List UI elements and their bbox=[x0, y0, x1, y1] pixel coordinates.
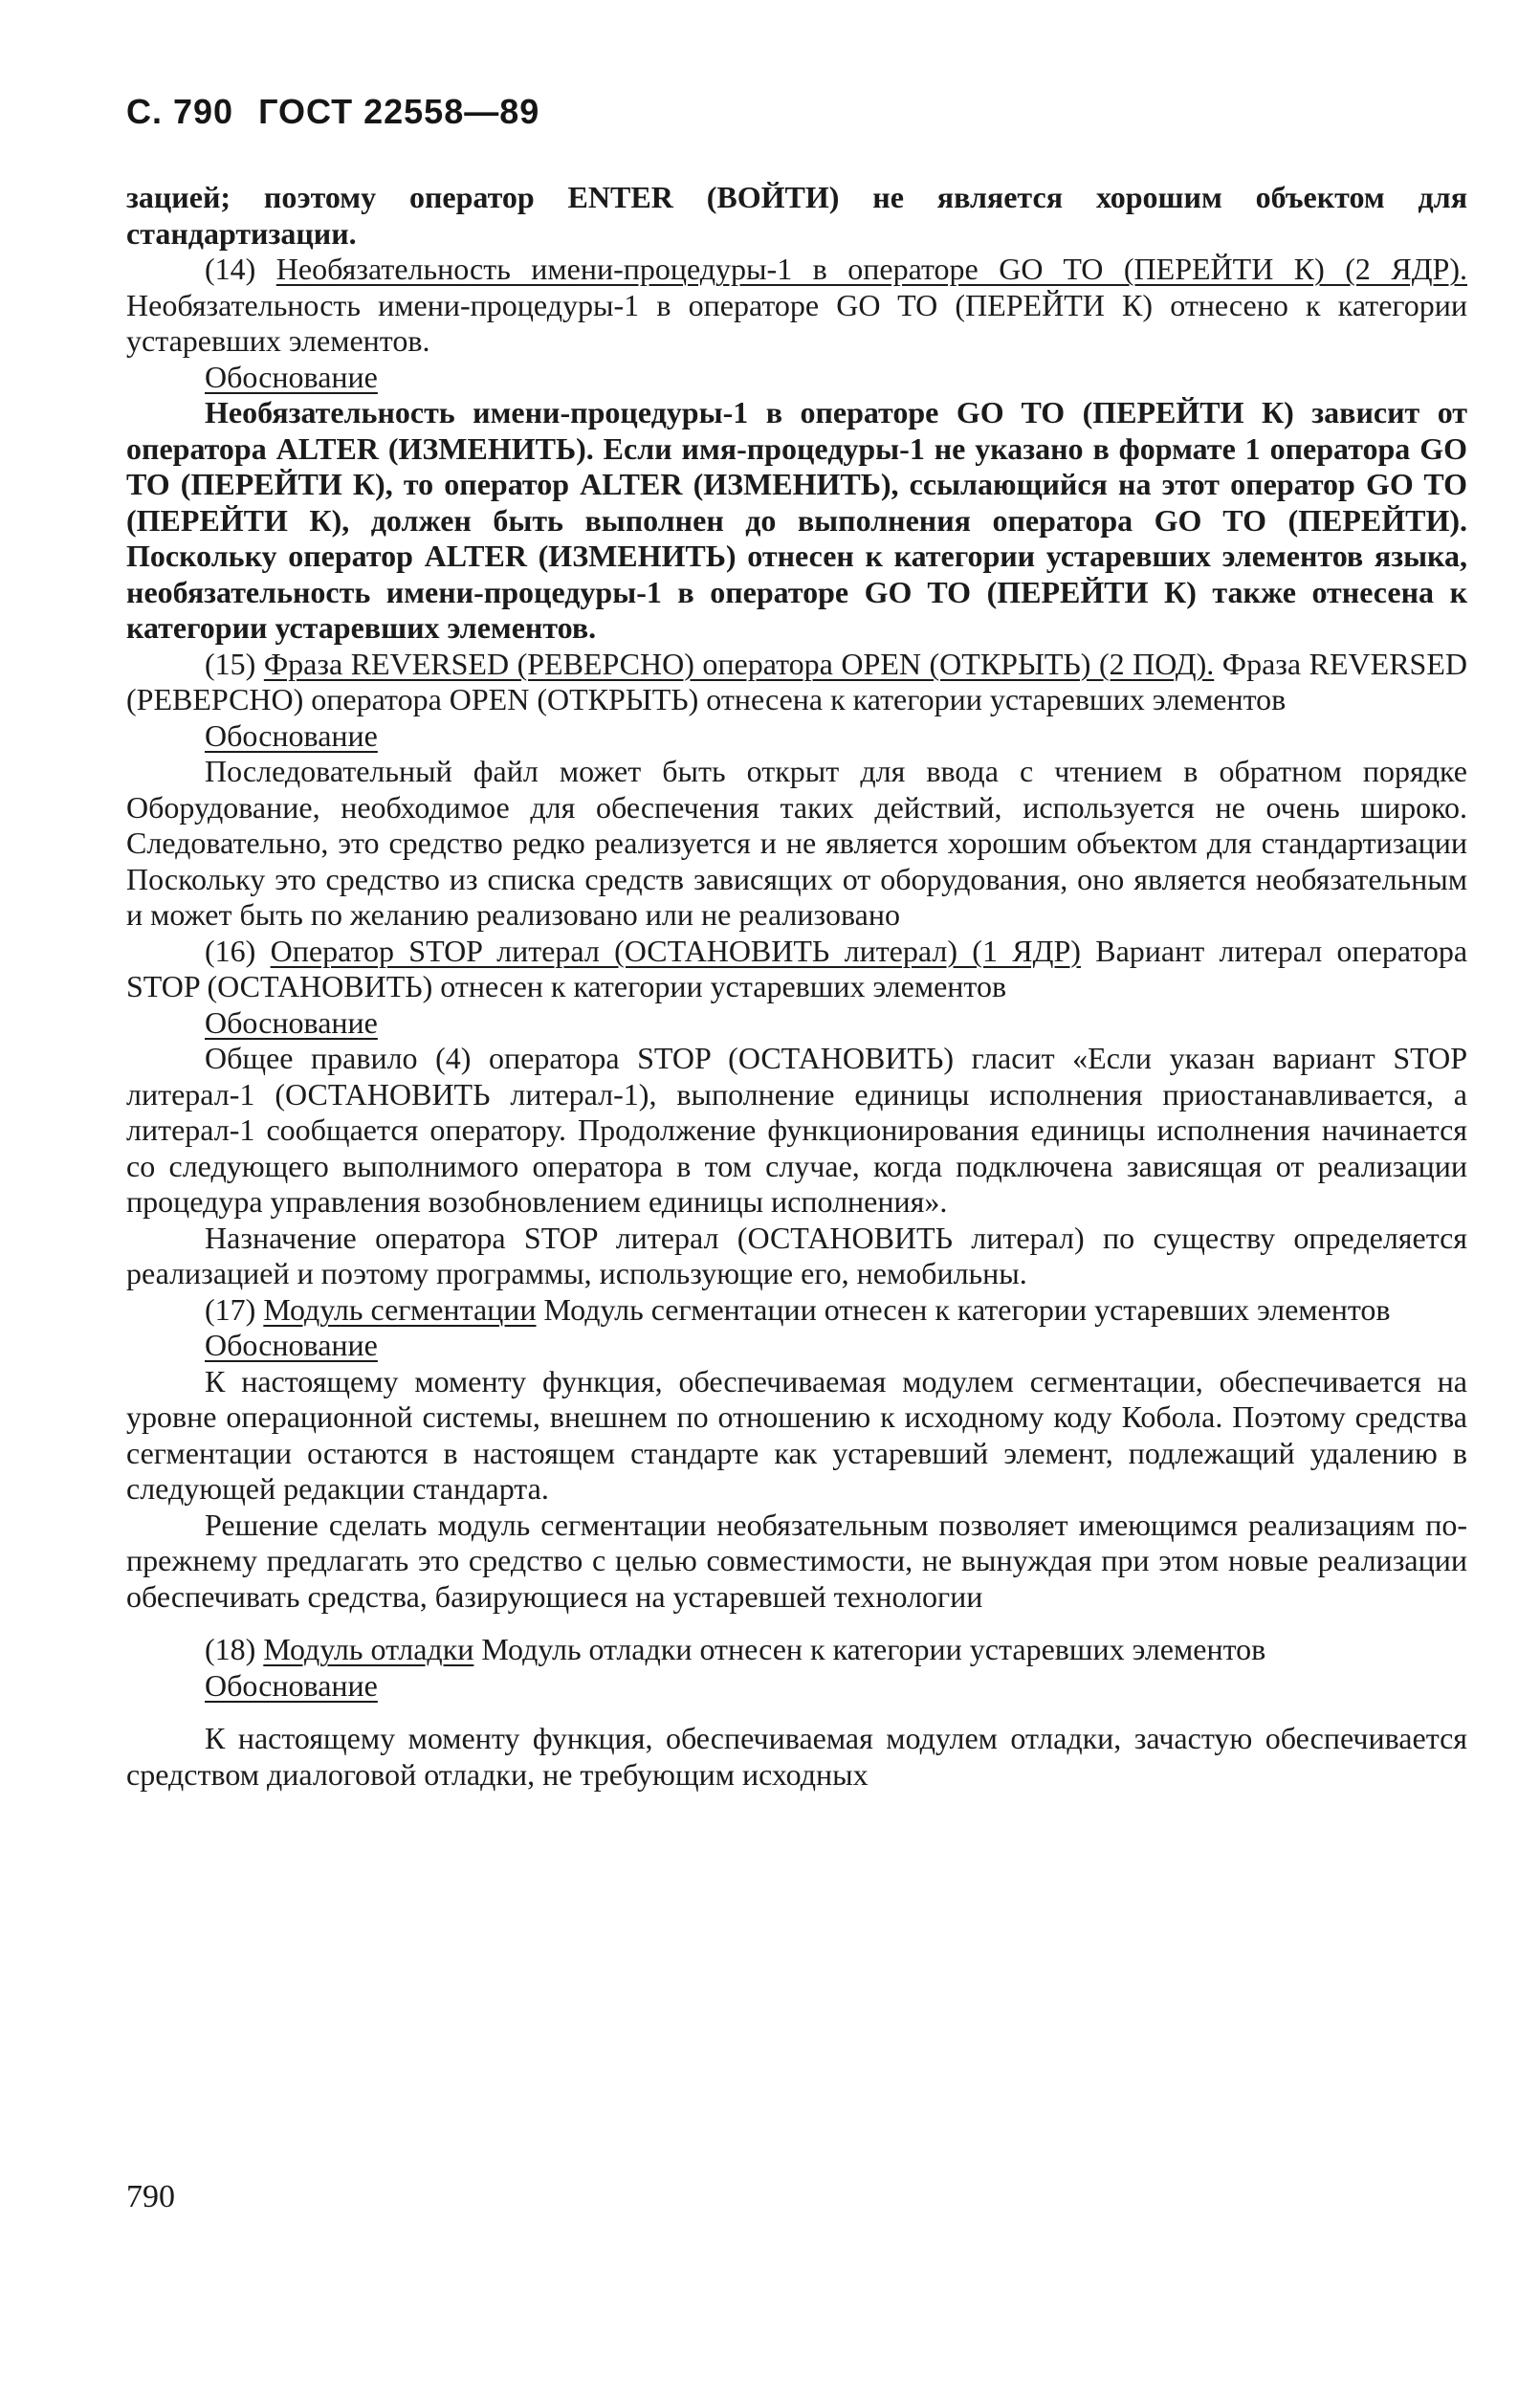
section-17-heading bbox=[126, 1292, 1467, 1329]
section-14-text: Необязательность имени-процедуры-1 в операторе GO TO (ПЕРЕЙТИ К) отнесено к категории устаревших элементов. bbox=[126, 287, 1467, 358]
section-16-justification-text-2: Назначение оператора STOP литерал (ОСТАНОВИТЬ литерал) по существу определяется реализацией и поэтому программы, использующие его, немобильны. bbox=[126, 1220, 1467, 1290]
section-18-text: Модуль отладки отнесен к категории устаревших элементов bbox=[481, 1632, 1266, 1666]
standard-designation: ГОСТ 22558—89 bbox=[258, 92, 540, 131]
section-15-justification-text: Последовательный файл может быть открыт для ввода с чтением в обратном порядке Оборудование, необходимое для обеспечения таких действий, используется не очень широко. Следовательно, это средство редко реализуется и не является хорошим объектом для стандартизации Поскольку это средство из списка средств зависящих от оборудования, оно является необязательным и может быть по желанию реализовано или не реализовано bbox=[126, 754, 1467, 932]
section-16-title: Оператор STOP литерал (ОСТАНОВИТЬ литерал) (1 ЯДР) bbox=[270, 933, 1081, 968]
section-14-heading bbox=[126, 252, 1467, 360]
section-18-heading bbox=[126, 1632, 1467, 1668]
section-15-text: Фраза REVERSED (РЕВЕРСНО) оператора OPEN (ОТКРЫТЬ) отнесена к категории устаревших элементов bbox=[126, 646, 1467, 716]
section-16-heading bbox=[126, 934, 1467, 1005]
section-14-number: (14) bbox=[205, 252, 256, 286]
section-17-justification-label: Обоснование bbox=[205, 1328, 378, 1362]
section-14-justification-text: Необязательность имени-процедуры-1 в операторе GO TO (ПЕРЕЙТИ К) зависит от оператора ALTER (ИЗМЕНИТЬ). Если имя-процедуры-1 не указано в формате 1 оператора GO TO (ПЕРЕЙТИ К), то оператор ALTER (ИЗМЕНИТЬ), ссылающийся на этот оператор GO TO (ПЕРЕЙТИ К), должен быть выполнен до выполнения оператора GO TO (ПЕРЕЙТИ). Поскольку оператор ALTER (ИЗМЕНИТЬ) отнесен к категории устаревших элементов языка, необязательность имени-процедуры-1 в операторе GO TO (ПЕРЕЙТИ К) также отнесена к категории устаревших элементов. bbox=[126, 395, 1467, 645]
section-17-justification-text-1: К настоящему моменту функция, обеспечиваемая модулем сегментации, обеспечивается на уровне операционной системы, внешнем по отношению к исходному коду Кобола. Поэтому средства сегментации остаются в настоящем стандарте как устаревший элемент, подлежащий удалению в следующей редакции стандарта. bbox=[126, 1363, 1467, 1506]
section-16-number: (16) bbox=[205, 933, 256, 968]
section-15-heading bbox=[126, 647, 1467, 718]
page-reference: С. 790 bbox=[126, 92, 234, 131]
section-18-title: Модуль отладки bbox=[263, 1632, 474, 1666]
section-18-justification-label: Обоснование bbox=[205, 1667, 378, 1703]
section-14-justification-label: Обоснование bbox=[205, 359, 378, 394]
section-16-justification-text-1: Общее правило (4) оператора STOP (ОСТАНОВИТЬ) гласит «Если указан вариант STOP литерал-1 (ОСТАНОВИТЬ литерал-1), выполнение единицы исполнения приостанавливается, а литерал-1 сообщается оператору. Продолжение функционирования единицы исполнения начинается со следующего выполнимого оператора в том случае, когда подключена зависящая от реализации процедура управления возобновлением единицы исполнения». bbox=[126, 1041, 1467, 1219]
section-17-justification-text-2: Решение сделать модуль сегментации необязательным позволяет имеющимся реализациям по-прежнему предлагать это средство с целью совместимости, не вынуждая при этом новые реализации обеспечивать средства, базирующиеся на устаревшей технологии bbox=[126, 1507, 1467, 1614]
section-18-justification-text: К настоящему моменту функция, обеспечиваемая модулем отладки, зачастую обеспечивается средством диалоговой отладки, не требующим исходных bbox=[126, 1721, 1467, 1792]
section-15-number: (15) bbox=[205, 646, 256, 681]
section-15-justification-label: Обоснование bbox=[205, 717, 378, 753]
section-17-number: (17) bbox=[205, 1291, 256, 1327]
section-17-text: Модуль сегментации отнесен к категории устаревших элементов bbox=[543, 1291, 1391, 1327]
section-16-justification-label: Обоснование bbox=[205, 1004, 378, 1040]
section-18-number: (18) bbox=[205, 1632, 256, 1666]
paragraph-continuation: зацией; поэтому оператор ENTER (ВОЙТИ) не является хорошим объектом для стандартизации. bbox=[126, 180, 1467, 251]
page-number: 790 bbox=[126, 2179, 175, 2214]
body-text bbox=[126, 180, 1467, 1793]
section-14-title: Необязательность имени-процедуры-1 в операторе GO TO (ПЕРЕЙТИ К) (2 ЯДР). bbox=[275, 252, 1468, 286]
running-header bbox=[126, 92, 539, 132]
section-17-title: Модуль сегментации bbox=[263, 1291, 537, 1327]
section-15-title: Фраза REVERSED (РЕВЕРСНО) оператора OPEN (ОТКРЫТЬ) (2 ПОД). bbox=[263, 646, 1215, 681]
section-16-text: Вариант литерал оператора STOP (ОСТАНОВИТЬ) отнесен к категории устаревших элементов bbox=[126, 933, 1468, 1003]
